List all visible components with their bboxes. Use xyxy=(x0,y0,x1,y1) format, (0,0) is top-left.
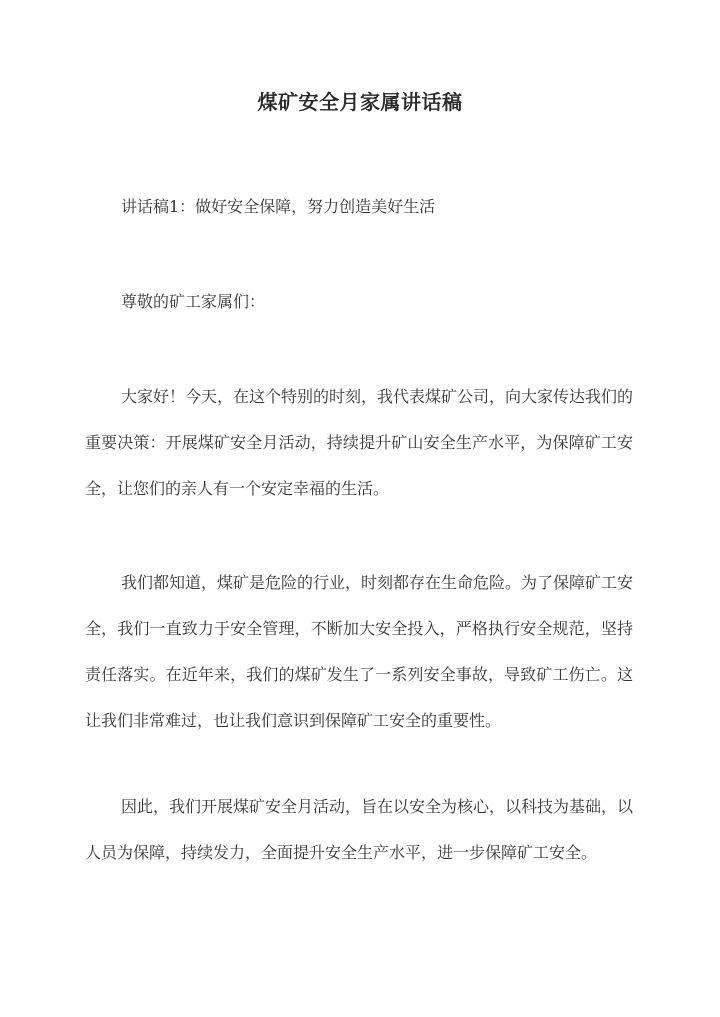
body-paragraph-3: 因此，我们开展煤矿安全月活动，旨在以安全为核心，以科技为基础，以人员为保障，持续发力，全面提升安全生产水平，进一步保障矿工安全。 xyxy=(85,797,634,862)
document-title: 煤矿安全月家属讲话稿 xyxy=(257,90,463,114)
speech-subtitle: 讲话稿1：做好安全保障，努力创造美好生活 xyxy=(121,197,436,216)
salutation: 尊敬的矿工家属们： xyxy=(121,292,266,311)
body-paragraph-1: 大家好！今天，在这个特别的时刻，我代表煤矿公司，向大家传达我们的重要决策：开展煤矿安全月活动，持续提升矿山安全生产水平，为保障矿工安全，让您们的亲人有一个安定幸福的生活。 xyxy=(85,387,634,498)
body-paragraph-2: 我们都知道，煤矿是危险的行业，时刻都存在生命危险。为了保障矿工安全，我们一直致力于安全管理，不断加大安全投入，严格执行安全规范，坚持责任落实。在近年来，我们的煤矿发生了一系列安全事故，导致矿工伤亡。这让我们非常难过，也让我们意识到保障矿工安全的重要性。 xyxy=(85,573,634,730)
